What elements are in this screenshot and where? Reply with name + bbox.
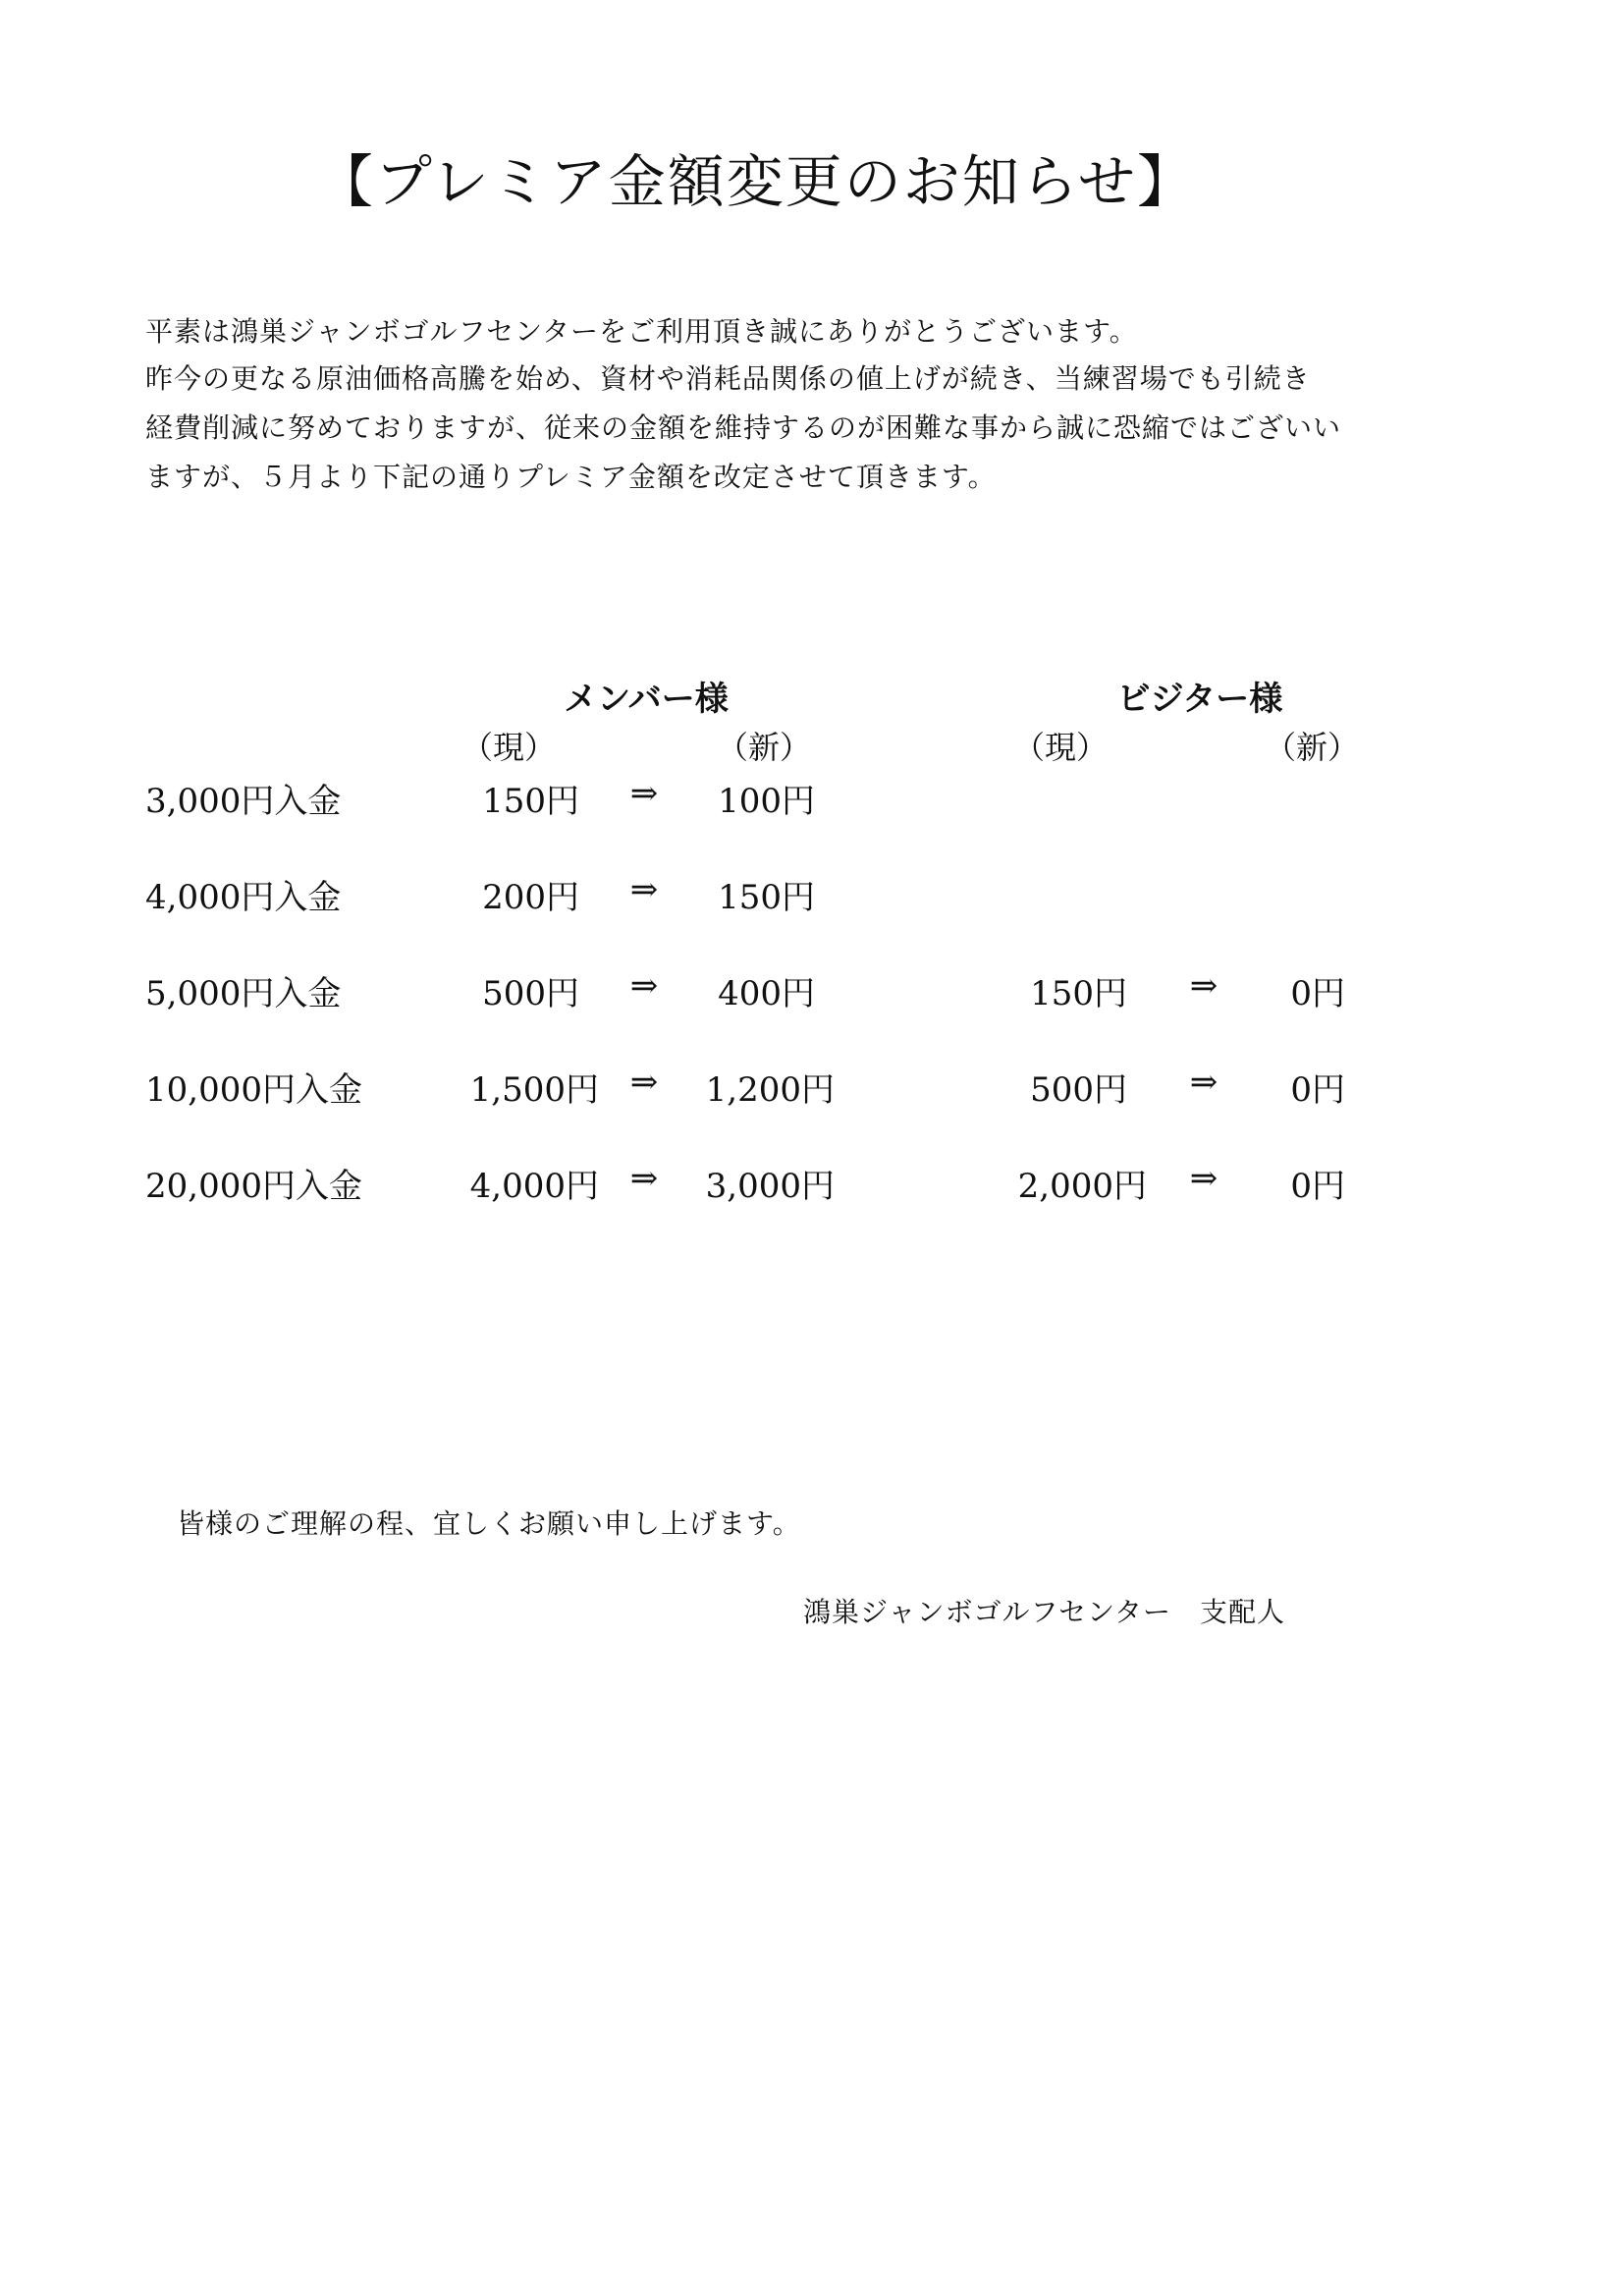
arrow-icon: ⇒ (1189, 1159, 1218, 1198)
visitor-current-label: （現） (1012, 729, 1108, 766)
page-title: 【プレミア金額変更のお知らせ】 (316, 148, 1196, 215)
signature: 鴻巣ジャンボゴルフセンター 支配人 (803, 1596, 1286, 1628)
deposit-label: 20,000円入金 (145, 1167, 362, 1206)
member-new-value: 150円 (718, 878, 815, 917)
member-new-value: 100円 (718, 782, 815, 821)
member-current-value: 500円 (482, 974, 579, 1013)
visitor-current-value: 500円 (1030, 1070, 1127, 1110)
member-new-value: 400円 (718, 974, 815, 1013)
member-header: メンバー様 (564, 680, 729, 719)
intro-line-4: ますが、５月より下記の通りプレミア金額を改定させて頂きます。 (145, 461, 997, 493)
visitor-current-value: 150円 (1030, 974, 1127, 1013)
arrow-icon: ⇒ (629, 774, 659, 813)
deposit-label: 4,000円入金 (145, 878, 342, 917)
member-new-value: 1,200円 (705, 1070, 835, 1110)
intro-line-1: 平素は鴻巣ジャンボゴルフセンターをご利用頂き誠にありがとうございます。 (145, 315, 1138, 348)
visitor-current-value: 2,000円 (1017, 1167, 1147, 1206)
member-new-label: （新） (716, 729, 811, 766)
intro-line-2: 昨今の更なる原油価格高騰を始め、資材や消耗品関係の値上げが続き、当練習場でも引続き (145, 362, 1311, 395)
arrow-icon: ⇒ (629, 1159, 659, 1198)
visitor-new-value: 0円 (1290, 974, 1345, 1013)
closing-line: 皆様のご理解の程、宜しくお願い申し上げます。 (177, 1507, 801, 1540)
intro-line-3: 経費削減に努めておりますが、従来の金額を維持するのが困難な事から誠に恐縮ではございい (145, 411, 1342, 444)
deposit-label: 5,000円入金 (145, 974, 342, 1013)
arrow-icon: ⇒ (1189, 966, 1218, 1006)
arrow-icon: ⇒ (629, 1063, 659, 1102)
member-current-value: 150円 (482, 782, 579, 821)
member-current-label: （現） (460, 729, 556, 766)
visitor-new-label: （新） (1264, 729, 1359, 766)
visitor-new-value: 0円 (1290, 1167, 1345, 1206)
arrow-icon: ⇒ (1189, 1063, 1218, 1102)
member-current-value: 4,000円 (469, 1167, 599, 1206)
arrow-icon: ⇒ (629, 966, 659, 1006)
visitor-header: ビジター様 (1116, 680, 1283, 719)
deposit-label: 10,000円入金 (145, 1070, 362, 1110)
visitor-new-value: 0円 (1290, 1070, 1345, 1110)
member-current-value: 1,500円 (469, 1070, 599, 1110)
deposit-label: 3,000円入金 (145, 782, 342, 821)
arrow-icon: ⇒ (629, 870, 659, 909)
member-new-value: 3,000円 (705, 1167, 835, 1206)
member-current-value: 200円 (482, 878, 579, 917)
